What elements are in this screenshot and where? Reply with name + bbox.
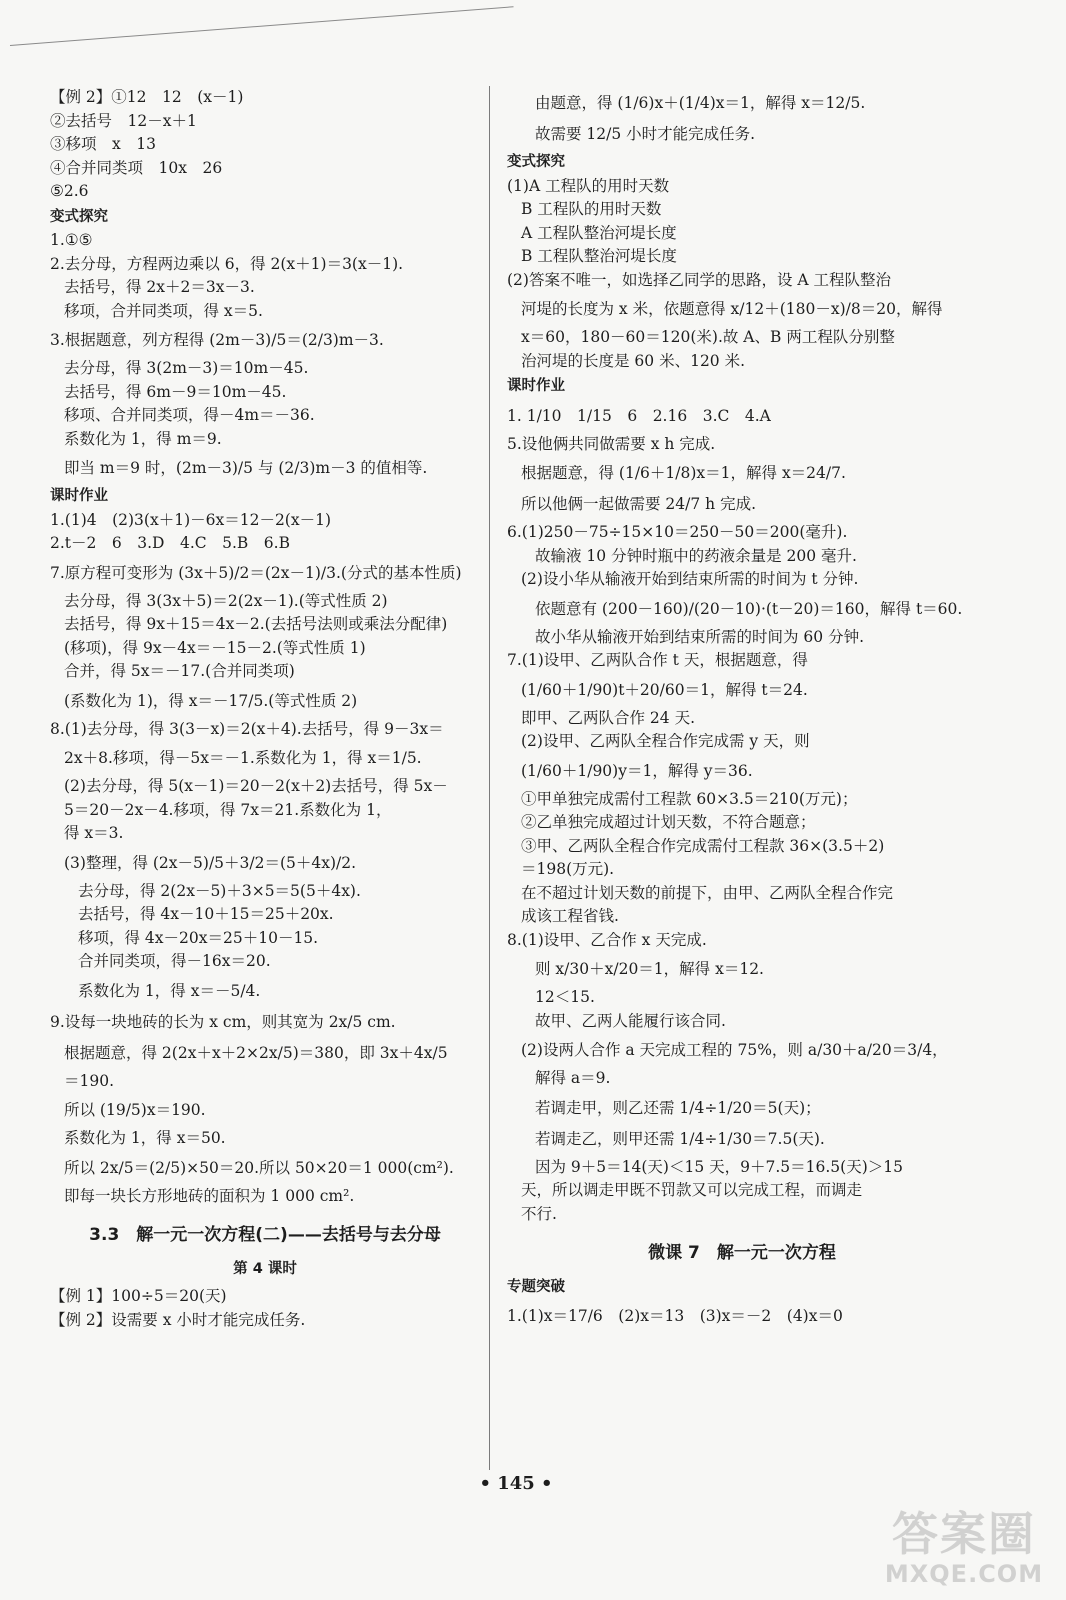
answer-line: 7.(1)设甲、乙两队合作 t 天，根据题意，得 [507, 651, 808, 669]
answer-line: 1.(1)x＝17/6 (2)x＝13 (3)x＝－2 (4)x＝0 [507, 1307, 843, 1325]
answer-line: 移项，得 4x－20x＝25＋10－15. [78, 928, 319, 947]
answer-line: 2.去分母，方程两边乘以 6，得 2(x＋1)＝3(x－1). [50, 254, 404, 273]
answer-line: (2)设甲、乙两队全程合作完成需 y 天，则 [521, 732, 810, 750]
answer-line: 系数化为 1，得 m＝9. [64, 429, 222, 448]
answer-line: 成该工程省钱. [521, 907, 619, 925]
answer-line: 去分母，得 3(2m－3)＝10m－45. [64, 359, 309, 377]
answer-line: 故小华从输液开始到结束所需的时间为 60 分钟. [535, 627, 865, 646]
answer-line: 合并同类项，得－16x＝20. [78, 952, 271, 970]
answer-line: 解得 a＝9. [535, 1069, 611, 1087]
left-column [50, 86, 480, 1332]
answer-line: 5＝20－2x－4.移项，得 7x＝21.系数化为 1， [64, 800, 392, 819]
answer-line: 去括号，得 4x－10＋15＝25＋20x. [78, 905, 334, 923]
answer-line: 故需要 12/5 小时才能完成任务. [535, 125, 756, 143]
answer-line: 【例 2】设需要 x 小时才能完成任务. [50, 1310, 306, 1329]
answer-line: ①甲单独完成需付工程款 60×3.5＝210(万元)； [521, 789, 858, 808]
answer-line: (系数化为 1)，得 x＝－17/5.(等式性质 2) [64, 691, 358, 710]
left-tail-lines [50, 1285, 480, 1332]
answer-line: 在不超过计划天数的前提下，由甲、乙两队全程合作完 [521, 883, 894, 902]
column-divider [489, 86, 490, 1470]
answer-line: 去分母，得 2(2x－5)＋3×5＝5(5＋4x). [78, 881, 361, 900]
answer-line: 故输液 10 分钟时瓶中的药液余量是 200 毫升. [535, 546, 857, 565]
answer-line: (2)设两人合作 a 天完成工程的 75%，则 a/30＋a/20＝3/4， [521, 1041, 948, 1059]
answer-line: 根据题意，得 2(2x＋x＋2×2x/5)＝380，即 3x＋4x/5 [64, 1043, 448, 1062]
answer-line: 1. 1/10 1/15 6 2.16 3.C 4.A [507, 406, 771, 425]
answer-line: 河堤的长度为 x 米，依题意得 x/12＋(180－x)/8＝20，解得 [521, 300, 943, 318]
answer-line: 所以 2x/5＝(2/5)×50＝20.所以 50×20＝1 000(cm²). [64, 1158, 454, 1177]
answer-line: 依题意有 (200－160)/(20－10)·(t－20)＝160，解得 t＝60. [535, 599, 963, 618]
section-heading: 专题突破 [507, 1278, 565, 1295]
left-answer-lines [50, 86, 480, 1208]
section-title: 3.3 解一元一次方程(二)——去括号与去分母 [89, 1225, 441, 1245]
answer-line: ②去括号 12－x＋1 [50, 111, 197, 130]
answer-line: (2)设小华从输液开始到结束所需的时间为 t 分钟. [521, 570, 859, 588]
section-heading: 课时作业 [507, 378, 565, 394]
answer-line: ③甲、乙两队全程合作完成需付工程款 36×(3.5＋2) [521, 836, 885, 855]
answer-line: ＝190. [64, 1071, 115, 1090]
answer-line: 系数化为 1，得 x＝－5/4. [78, 981, 261, 1000]
answer-line: 去括号，得 2x＋2＝3x－3. [64, 278, 255, 296]
answer-line: 若调走甲，则乙还需 1/4÷1/20＝5(天)； [535, 1098, 821, 1117]
answer-line: 不行. [521, 1204, 557, 1223]
answer-line: 得 x＝3. [64, 824, 124, 842]
section-heading: 课时作业 [50, 488, 108, 504]
answer-line: ③移项 x 13 [50, 135, 156, 153]
answer-line: (1/60＋1/90)t＋20/60＝1，解得 t＝24. [521, 680, 808, 699]
answer-line: ＝198(万元). [521, 860, 615, 878]
right-column [507, 86, 977, 1333]
answer-line: 由题意，得 (1/6)x＋(1/4)x＝1，解得 x＝12/5. [535, 94, 866, 112]
answer-line: (1/60＋1/90)y＝1，解得 y＝36. [521, 761, 753, 780]
answer-line: 所以 (19/5)x＝190. [64, 1101, 206, 1119]
answer-line: 天，所以调走甲既不罚款又可以完成工程，而调走 [521, 1181, 863, 1199]
answer-line: 8.(1)设甲、乙合作 x 天完成. [507, 930, 707, 949]
right-section-title: 微课 7 解一元一次方程 [648, 1243, 836, 1263]
answer-line: 1.①⑤ [50, 231, 93, 249]
answer-line: ②乙单独完成超过计划天数，不符合题意； [521, 813, 816, 831]
watermark-text: 答案圈 [892, 1507, 1036, 1561]
answer-line: B 工程队的用时天数 [521, 200, 662, 218]
watermark-logo [872, 1508, 1056, 1596]
answer-line: 6.(1)250－75÷15×10＝250－50＝200(毫升). [507, 523, 848, 541]
answer-line: 【例 2】①12 12 (x－1) [50, 88, 244, 106]
answer-line: (1)A 工程队的用时天数 [507, 176, 670, 195]
answer-line: (2)去分母，得 5(x－1)＝20－2(x＋2)去括号，得 5x－ [64, 777, 448, 795]
answer-line: 即当 m＝9 时，(2m－3)/5 与 (2/3)m－3 的值相等. [64, 459, 428, 477]
watermark-url: MXQE.COM [884, 1560, 1044, 1588]
page-number: • 145 • [479, 1473, 553, 1494]
answer-line: 移项、合并同类项，得－4m＝－36. [64, 406, 315, 424]
answer-line: A 工程队整治河堤长度 [521, 223, 677, 242]
answer-line: 系数化为 1，得 x＝50. [64, 1129, 226, 1147]
answer-line: 12＜15. [535, 988, 595, 1006]
answer-line: 5.设他俩共同做需要 x h 完成. [507, 434, 716, 453]
answer-line: 3.根据题意，列方程得 (2m－3)/5＝(2/3)m－3. [50, 331, 384, 349]
answer-line: 故甲、乙两人能履行该合同. [535, 1011, 726, 1030]
answer-line: 去分母，得 3(3x＋5)＝2(2x－1).(等式性质 2) [64, 591, 388, 610]
top-rule [10, 6, 514, 46]
answer-line: 若调走乙，则甲还需 1/4÷1/30＝7.5(天). [535, 1129, 825, 1148]
answer-line: 治河堤的长度是 60 米、120 米. [521, 351, 746, 370]
answer-line: x＝60，180－60＝120(米).故 A、B 两工程队分别整 [521, 328, 895, 346]
answer-line: 去括号，得 6m－9＝10m－45. [64, 382, 287, 401]
answer-line: 移项，合并同类项，得 x＝5. [64, 301, 263, 320]
answer-line: 则 x/30＋x/20＝1，解得 x＝12. [535, 960, 764, 978]
answer-line: 2x＋8.移项，得－5x＝－1.系数化为 1，得 x＝1/5. [64, 749, 422, 767]
answer-line: B 工程队整治河堤长度 [521, 247, 677, 265]
answer-line: 即甲、乙两队合作 24 天. [521, 708, 696, 727]
answer-line: 去括号，得 9x＋15＝4x－2.(去括号法则或乘法分配律) [64, 615, 448, 633]
answer-line: 【例 1】100÷5＝20(天) [50, 1287, 227, 1305]
section-heading: 变式探究 [507, 154, 565, 170]
answer-line: 1.(1)4 (2)3(x＋1)－6x＝12－2(x－1) [50, 510, 332, 529]
right-answer-lines [507, 89, 977, 1226]
section-heading: 变式探究 [50, 208, 108, 225]
answer-line: 8.(1)去分母，得 3(3－x)＝2(x＋4).去括号，得 9－3x＝ [50, 719, 444, 738]
answer-line: (移项)，得 9x－4x＝－15－2.(等式性质 1) [64, 638, 366, 657]
answer-line: (2)答案不唯一，如选择乙同学的思路，设 A 工程队整治 [507, 270, 892, 289]
answer-line: (3)整理，得 (2x－5)/5＋3/2＝(5＋4x)/2. [64, 853, 357, 872]
answer-line: 9.设每一块地砖的长为 x cm，则其宽为 2x/5 cm. [50, 1012, 396, 1031]
right-tail-lines [507, 1276, 977, 1331]
answer-line: 所以他俩一起做需要 24/7 h 完成. [521, 495, 756, 513]
answer-line: 即每一块长方形地砖的面积为 1 000 cm². [64, 1186, 355, 1205]
answer-line: ④合并同类项 10x 26 [50, 158, 223, 177]
subsection-title: 第 4 课时 [233, 1260, 297, 1277]
answer-line: 合并，得 5x＝－17.(合并同类项) [64, 662, 295, 680]
answer-line: 因为 9＋5＝14(天)＜15 天，9＋7.5＝16.5(天)＞15 [535, 1157, 903, 1176]
answer-line: ⑤2.6 [50, 182, 89, 200]
answer-line: 2.t－2 6 3.D 4.C 5.B 6.B [50, 534, 290, 552]
answer-line: 7.原方程可变形为 (3x＋5)/2＝(2x－1)/3.(分式的基本性质) [50, 563, 462, 582]
answer-line: 根据题意，得 (1/6＋1/8)x＝1，解得 x＝24/7. [521, 464, 846, 482]
